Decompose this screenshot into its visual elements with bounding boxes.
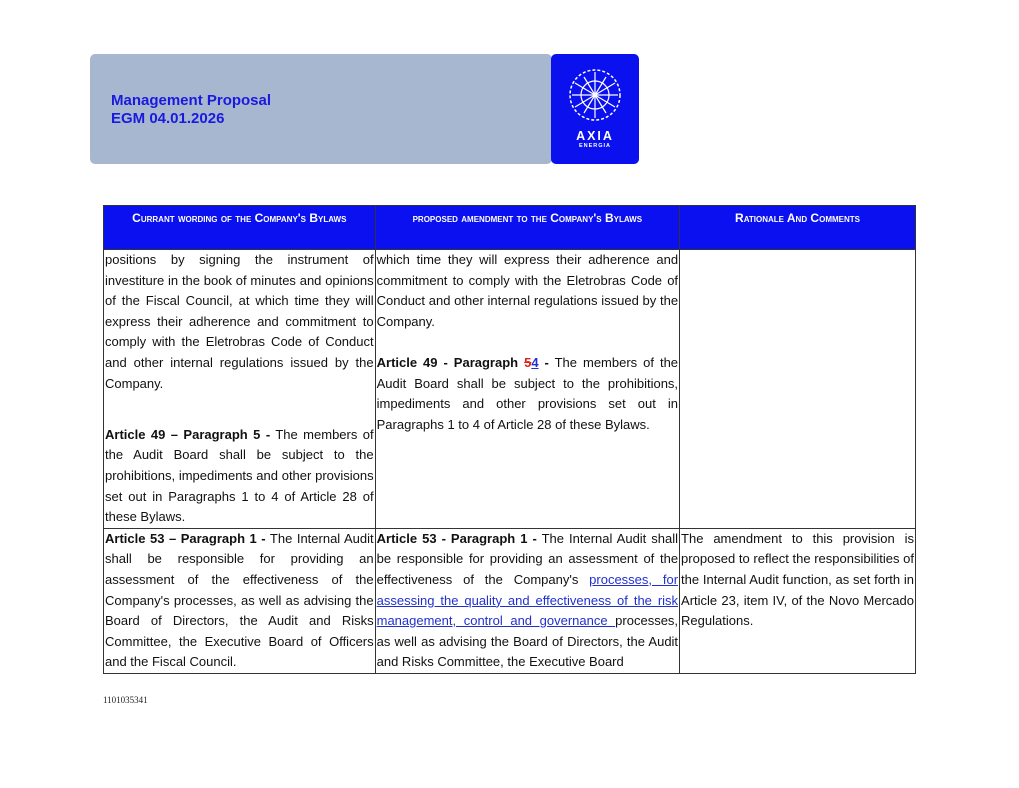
current-wording-cell: Article 53 – Paragraph 1 - The Internal Audit shall be responsible for providing an assessment of the effectiveness of the Company's processes, as well as advising the Board of Directors, the Audit and Risks Committee, the Executive Board of Officers and the Fiscal Council.	[104, 528, 376, 673]
rationale-cell: The amendment to this provision is proposed to reflect the responsibilities of the Internal Audit function, as set forth in Article 23, item IV, of the Novo Mercado Regulations.	[680, 528, 916, 673]
deleted-text: 5	[524, 354, 532, 370]
rationale-cell	[680, 250, 916, 529]
proposed-amendment-cell	[375, 250, 679, 529]
inserted-text: 4	[531, 354, 539, 370]
table-row	[104, 250, 916, 529]
table-header-row	[104, 206, 916, 250]
header-banner	[90, 54, 552, 164]
proposed-text: which time they will express their adherence and commitment to comply with the Eletrobras Code of Conduct and other internal regulations issued by the Company.	[376, 252, 679, 329]
proposed-article-49: Article 49 - Paragraph 54 - The members of the Audit Board shall be subject to the prohibitions, impediments and other provisions set out in Paragraphs 1 to 4 of Article 28 of these Bylaws.	[376, 354, 679, 432]
current-wording-cell	[104, 250, 376, 529]
header-proposed-amendment: proposed amendment to the Company's Bylaws	[375, 206, 679, 250]
header-current-wording: Currant wording of the Company's Bylaws	[104, 206, 376, 250]
title-line-2: EGM 04.01.2026	[111, 110, 225, 127]
inserted-text: processes, for assessing the quality and effectiveness of the risk management, control and governance	[376, 571, 679, 629]
table-row	[104, 528, 916, 673]
document-id: 1101035341	[103, 695, 148, 705]
current-text: positions by signing the instrument of investiture in the book of minutes and opinions of the Fiscal Council, at which time they will express their adherence and commitment to comply with the Eletrobras Code of Conduct and other internal regulations issued by the Company.	[105, 252, 374, 391]
title-line-1: Management Proposal	[111, 92, 272, 109]
bylaws-comparison-table	[103, 205, 916, 674]
globe-icon	[568, 68, 622, 122]
document-title	[111, 92, 271, 128]
logo-subtext: ENERGIA	[578, 143, 612, 149]
proposed-amendment-cell: Article 53 - Paragraph 1 - The Internal Audit shall be responsible for providing an assessment of the effectiveness of the Company's processes, for assessing the quality and effectiveness of the risk management, control and governance processes, as well as advising the Board of Directors, the Audit and Risks Committee, the Executive Board	[375, 528, 679, 673]
logo-text: AXIA	[576, 129, 614, 143]
current-article-49: Article 49 – Paragraph 5 - The members of the Audit Board shall be subject to the prohibitions, impediments and other provisions set out in Paragraphs 1 to 4 of Article 28 of these Bylaws.	[105, 426, 374, 525]
axia-logo	[551, 54, 639, 164]
header-rationale: Rationale And Comments	[680, 206, 916, 250]
